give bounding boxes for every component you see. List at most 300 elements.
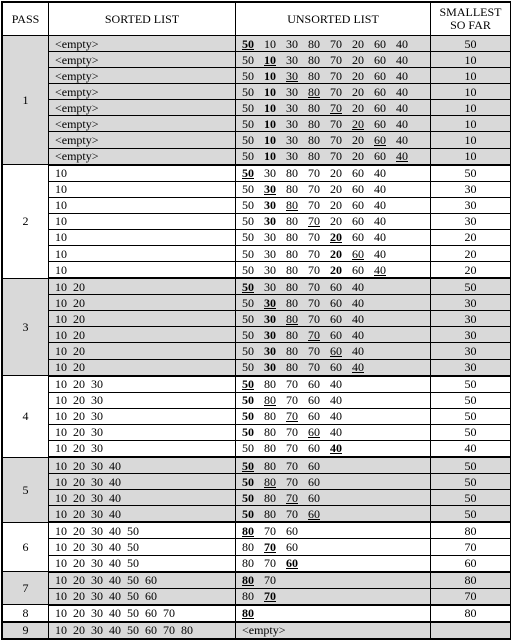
smallest-so-far-cell: 50 xyxy=(431,278,511,295)
unsorted-value: 40 xyxy=(396,100,408,115)
smallest-so-far-cell: 20 xyxy=(431,262,511,279)
header-pass: PASS xyxy=(3,3,49,36)
unsorted-value: 40 xyxy=(396,149,408,164)
unsorted-value: 50 xyxy=(242,393,254,408)
table-row xyxy=(3,622,511,639)
unsorted-value: 70 xyxy=(264,523,276,538)
unsorted-value: 60 xyxy=(330,279,342,294)
unsorted-value: 60 xyxy=(286,556,298,571)
unsorted-value: 60 xyxy=(374,52,386,67)
smallest-so-far-cell: 50 xyxy=(431,376,511,393)
unsorted-value: 50 xyxy=(242,409,254,424)
table-row xyxy=(3,100,511,116)
unsorted-value: 30 xyxy=(286,52,298,67)
unsorted-value: 80 xyxy=(264,393,276,408)
sorted-list-cell: 10 20 30 40 50 60 xyxy=(49,572,236,589)
unsorted-value: 80 xyxy=(286,327,298,342)
unsorted-value: 70 xyxy=(286,441,298,456)
unsorted-value: 50 xyxy=(242,230,254,245)
unsorted-value: 70 xyxy=(330,36,342,51)
pass-number: 5 xyxy=(3,457,49,522)
unsorted-value: 50 xyxy=(242,458,254,473)
unsorted-value: 60 xyxy=(374,84,386,99)
unsorted-value: 30 xyxy=(264,262,276,277)
sorted-list-cell: 10 20 30 40 50 60 70 80 xyxy=(49,622,236,639)
unsorted-list-cell xyxy=(236,490,431,506)
unsorted-value: 40 xyxy=(396,84,408,99)
table-row xyxy=(3,359,511,376)
unsorted-value: 70 xyxy=(286,425,298,440)
header-smallest-so-far: SMALLEST SO FAR xyxy=(431,3,511,36)
pass-number: 6 xyxy=(3,522,49,571)
unsorted-value: 80 xyxy=(286,198,298,213)
unsorted-value: 10 xyxy=(264,149,276,164)
unsorted-value: 20 xyxy=(352,36,364,51)
unsorted-value: 60 xyxy=(308,474,320,489)
unsorted-value: 60 xyxy=(330,295,342,310)
unsorted-value: 50 xyxy=(242,116,254,131)
unsorted-value: 30 xyxy=(264,327,276,342)
sorted-list-cell: 10 20 30 40 xyxy=(49,457,236,474)
unsorted-value: 60 xyxy=(352,214,364,229)
unsorted-value: 50 xyxy=(242,166,254,181)
unsorted-value: 40 xyxy=(352,360,364,375)
unsorted-value: 60 xyxy=(374,116,386,131)
unsorted-list-cell xyxy=(236,343,431,359)
unsorted-value: 80 xyxy=(286,246,298,261)
table-row xyxy=(3,68,511,84)
table-body xyxy=(3,36,511,639)
header-sorted-list: SORTED LIST xyxy=(49,3,236,36)
table-row xyxy=(3,148,511,165)
unsorted-list-cell xyxy=(236,262,431,279)
table-row xyxy=(3,116,511,132)
unsorted-value: 70 xyxy=(330,100,342,115)
table-row xyxy=(3,84,511,100)
unsorted-value: 10 xyxy=(264,116,276,131)
sorted-list-cell: 10 20 30 40 50 xyxy=(49,539,236,555)
unsorted-value: 40 xyxy=(396,116,408,131)
unsorted-value: 40 xyxy=(396,36,408,51)
unsorted-value: 80 xyxy=(264,490,276,505)
table-row xyxy=(3,246,511,262)
unsorted-value: 60 xyxy=(374,100,386,115)
sorted-list-cell: <empty> xyxy=(49,52,236,68)
unsorted-list-cell xyxy=(236,116,431,132)
unsorted-value: 20 xyxy=(330,246,342,261)
unsorted-value: 50 xyxy=(242,246,254,261)
unsorted-value: 80 xyxy=(308,36,320,51)
table-row xyxy=(3,588,511,605)
unsorted-value: 60 xyxy=(308,377,320,392)
table-row xyxy=(3,311,511,327)
unsorted-value: 70 xyxy=(330,149,342,164)
unsorted-list-cell xyxy=(236,392,431,408)
unsorted-value: 70 xyxy=(264,539,276,554)
table-row xyxy=(3,327,511,343)
smallest-so-far-cell xyxy=(431,622,511,639)
unsorted-value: 50 xyxy=(242,149,254,164)
unsorted-list-cell xyxy=(236,457,431,474)
unsorted-value: 50 xyxy=(242,52,254,67)
unsorted-value: 80 xyxy=(308,52,320,67)
unsorted-value: 60 xyxy=(308,458,320,473)
pass-number: 8 xyxy=(3,605,49,622)
unsorted-list-cell: <empty> xyxy=(236,622,431,639)
unsorted-value: 80 xyxy=(286,344,298,359)
sorted-list-cell: 10 20 xyxy=(49,278,236,295)
unsorted-value: 40 xyxy=(396,52,408,67)
sorted-list-cell: <empty> xyxy=(49,84,236,100)
smallest-so-far-cell: 80 xyxy=(431,522,511,539)
table-row xyxy=(3,605,511,622)
unsorted-list-cell xyxy=(236,278,431,295)
unsorted-value: 30 xyxy=(264,198,276,213)
unsorted-list-cell xyxy=(236,197,431,213)
unsorted-value: 70 xyxy=(330,52,342,67)
table-row xyxy=(3,295,511,311)
smallest-so-far-cell: 50 xyxy=(431,408,511,424)
sorted-list-cell: 10 20 30 40 xyxy=(49,490,236,506)
unsorted-value: 80 xyxy=(286,311,298,326)
unsorted-value: 60 xyxy=(374,68,386,83)
unsorted-value: 70 xyxy=(308,166,320,181)
table-row xyxy=(3,36,511,52)
unsorted-value: 50 xyxy=(242,36,254,51)
unsorted-value: 30 xyxy=(264,344,276,359)
unsorted-value: 60 xyxy=(352,246,364,261)
unsorted-value: 70 xyxy=(286,506,298,521)
unsorted-value: 60 xyxy=(308,409,320,424)
unsorted-value: 50 xyxy=(242,100,254,115)
unsorted-value: 30 xyxy=(264,295,276,310)
unsorted-value: 70 xyxy=(308,230,320,245)
unsorted-value: 20 xyxy=(352,52,364,67)
table-row xyxy=(3,52,511,68)
unsorted-list-cell xyxy=(236,539,431,555)
table-row xyxy=(3,376,511,393)
smallest-so-far-cell: 30 xyxy=(431,295,511,311)
unsorted-value: 40 xyxy=(396,133,408,147)
unsorted-value: 50 xyxy=(242,68,254,83)
smallest-so-far-cell: 30 xyxy=(431,181,511,197)
unsorted-list-cell xyxy=(236,588,431,605)
unsorted-value: 50 xyxy=(242,133,254,147)
unsorted-value: 50 xyxy=(242,360,254,375)
table-row xyxy=(3,343,511,359)
unsorted-value: 70 xyxy=(308,246,320,261)
pass-number: 7 xyxy=(3,572,49,605)
unsorted-value: 80 xyxy=(264,474,276,489)
unsorted-value: 10 xyxy=(264,100,276,115)
unsorted-value: 70 xyxy=(308,344,320,359)
unsorted-value: 50 xyxy=(242,214,254,229)
table-row xyxy=(3,424,511,440)
sorted-list-cell: <empty> xyxy=(49,132,236,148)
unsorted-value: 60 xyxy=(374,133,386,147)
unsorted-value: 20 xyxy=(330,198,342,213)
unsorted-value: 20 xyxy=(352,84,364,99)
unsorted-value: 20 xyxy=(330,166,342,181)
smallest-so-far-cell: 10 xyxy=(431,116,511,132)
unsorted-value: 10 xyxy=(264,52,276,67)
unsorted-value: 40 xyxy=(352,344,364,359)
unsorted-value: 80 xyxy=(286,214,298,229)
unsorted-value: 70 xyxy=(330,133,342,147)
unsorted-value: 20 xyxy=(352,68,364,83)
unsorted-value: 80 xyxy=(308,133,320,147)
unsorted-value: 70 xyxy=(308,279,320,294)
unsorted-value: 60 xyxy=(374,36,386,51)
unsorted-value: 10 xyxy=(264,36,276,51)
unsorted-value: 50 xyxy=(242,198,254,213)
unsorted-value: 80 xyxy=(242,556,254,571)
unsorted-value: 30 xyxy=(286,116,298,131)
unsorted-value: 70 xyxy=(286,393,298,408)
unsorted-list-cell xyxy=(236,148,431,165)
smallest-so-far-cell: 10 xyxy=(431,148,511,165)
unsorted-value: 70 xyxy=(308,327,320,342)
unsorted-value: 60 xyxy=(352,262,364,277)
unsorted-list-cell xyxy=(236,572,431,589)
unsorted-value: 80 xyxy=(308,116,320,131)
unsorted-value: 40 xyxy=(352,295,364,310)
smallest-so-far-cell: 70 xyxy=(431,588,511,605)
unsorted-value: 40 xyxy=(374,262,386,277)
sorted-list-cell: 10 xyxy=(49,181,236,197)
sorted-list-cell: 10 20 30 xyxy=(49,424,236,440)
smallest-so-far-cell: 30 xyxy=(431,327,511,343)
unsorted-list-cell xyxy=(236,84,431,100)
unsorted-value: 20 xyxy=(352,133,364,147)
unsorted-list-cell xyxy=(236,213,431,229)
sorted-list-cell: <empty> xyxy=(49,148,236,165)
unsorted-value: 70 xyxy=(330,116,342,131)
table-row xyxy=(3,181,511,197)
smallest-so-far-cell: 30 xyxy=(431,359,511,376)
unsorted-value: 80 xyxy=(264,425,276,440)
unsorted-value: 30 xyxy=(286,36,298,51)
unsorted-value: 30 xyxy=(286,149,298,164)
unsorted-value: 40 xyxy=(352,311,364,326)
unsorted-list-cell xyxy=(236,408,431,424)
selection-sort-table xyxy=(2,2,511,640)
sorted-list-cell: 10 20 xyxy=(49,343,236,359)
unsorted-value: 70 xyxy=(330,84,342,99)
unsorted-value: 50 xyxy=(242,84,254,99)
unsorted-list-cell xyxy=(236,311,431,327)
unsorted-value: 60 xyxy=(374,149,386,164)
unsorted-list-cell xyxy=(236,165,431,182)
unsorted-value: 70 xyxy=(264,589,276,604)
unsorted-value: 80 xyxy=(308,149,320,164)
unsorted-value: 50 xyxy=(242,344,254,359)
smallest-so-far-cell: 20 xyxy=(431,229,511,245)
unsorted-value: 70 xyxy=(264,556,276,571)
unsorted-value: 80 xyxy=(264,506,276,521)
sorted-list-cell: 10 20 30 xyxy=(49,440,236,457)
smallest-so-far-cell: 50 xyxy=(431,457,511,474)
unsorted-value: 70 xyxy=(308,311,320,326)
unsorted-value: 30 xyxy=(286,100,298,115)
unsorted-value: 60 xyxy=(352,182,364,197)
table-row xyxy=(3,132,511,148)
unsorted-value: 80 xyxy=(286,166,298,181)
unsorted-value: 30 xyxy=(264,230,276,245)
unsorted-value: 80 xyxy=(242,589,254,604)
smallest-so-far-cell: 10 xyxy=(431,52,511,68)
selection-sort-table-frame xyxy=(1,1,511,640)
unsorted-value: 80 xyxy=(286,360,298,375)
table-row xyxy=(3,408,511,424)
sorted-list-cell: <empty> xyxy=(49,36,236,52)
unsorted-value: 20 xyxy=(352,116,364,131)
table-row xyxy=(3,522,511,539)
pass-number: 4 xyxy=(3,376,49,457)
unsorted-list-cell xyxy=(236,327,431,343)
sorted-list-cell: 10 20 30 40 xyxy=(49,474,236,490)
sorted-list-cell: <empty> xyxy=(49,116,236,132)
unsorted-value: 80 xyxy=(264,409,276,424)
sorted-list-cell: 10 xyxy=(49,165,236,182)
unsorted-value: 80 xyxy=(242,523,254,538)
unsorted-value: 80 xyxy=(286,295,298,310)
unsorted-value: 40 xyxy=(374,214,386,229)
unsorted-value: 70 xyxy=(286,409,298,424)
table-row xyxy=(3,213,511,229)
unsorted-value: 70 xyxy=(308,182,320,197)
unsorted-value: 60 xyxy=(330,344,342,359)
unsorted-value: 70 xyxy=(286,474,298,489)
unsorted-value: 60 xyxy=(352,198,364,213)
pass-number: 1 xyxy=(3,36,49,165)
unsorted-value: 50 xyxy=(242,295,254,310)
unsorted-list-cell xyxy=(236,555,431,572)
smallest-so-far-cell: 40 xyxy=(431,440,511,457)
smallest-so-far-cell: 20 xyxy=(431,246,511,262)
sorted-list-cell: 10 xyxy=(49,229,236,245)
table-row xyxy=(3,555,511,572)
unsorted-value: 60 xyxy=(286,539,298,554)
unsorted-value: 70 xyxy=(308,198,320,213)
sorted-list-cell: 10 xyxy=(49,213,236,229)
unsorted-value: 70 xyxy=(286,490,298,505)
unsorted-value: 70 xyxy=(286,458,298,473)
unsorted-value: 50 xyxy=(242,182,254,197)
unsorted-value: 70 xyxy=(308,214,320,229)
smallest-so-far-cell: 30 xyxy=(431,213,511,229)
sorted-list-cell: <empty> xyxy=(49,68,236,84)
sorted-list-cell: 10 20 30 40 50 xyxy=(49,555,236,572)
unsorted-value: 60 xyxy=(308,441,320,456)
unsorted-list-cell xyxy=(236,246,431,262)
unsorted-value: 40 xyxy=(330,425,342,440)
unsorted-value: 70 xyxy=(264,573,276,588)
smallest-so-far-cell: 70 xyxy=(431,539,511,555)
sorted-list-cell: 10 20 xyxy=(49,359,236,376)
smallest-so-far-cell: 30 xyxy=(431,197,511,213)
unsorted-value: 30 xyxy=(264,182,276,197)
unsorted-value: 40 xyxy=(374,230,386,245)
header-unsorted-list: UNSORTED LIST xyxy=(236,3,431,36)
unsorted-list-cell xyxy=(236,52,431,68)
unsorted-value: 20 xyxy=(330,262,342,277)
unsorted-value: 60 xyxy=(286,523,298,538)
smallest-so-far-cell: 30 xyxy=(431,343,511,359)
unsorted-list-cell xyxy=(236,474,431,490)
table-row xyxy=(3,572,511,589)
table-row xyxy=(3,229,511,245)
unsorted-value: 80 xyxy=(308,84,320,99)
unsorted-list-cell xyxy=(236,36,431,52)
unsorted-value: 10 xyxy=(264,84,276,99)
unsorted-value: 80 xyxy=(286,230,298,245)
unsorted-value: 60 xyxy=(308,425,320,440)
smallest-so-far-cell: 50 xyxy=(431,36,511,52)
table-row xyxy=(3,197,511,213)
unsorted-value: 30 xyxy=(264,360,276,375)
unsorted-value: 50 xyxy=(242,425,254,440)
unsorted-value: 40 xyxy=(396,68,408,83)
unsorted-value: 40 xyxy=(352,327,364,342)
unsorted-value: 30 xyxy=(264,214,276,229)
unsorted-value: 80 xyxy=(264,441,276,456)
unsorted-list-cell xyxy=(236,181,431,197)
unsorted-value: 60 xyxy=(308,490,320,505)
unsorted-list-cell xyxy=(236,295,431,311)
sorted-list-cell: 10 xyxy=(49,197,236,213)
unsorted-value: 70 xyxy=(308,295,320,310)
unsorted-value: 20 xyxy=(330,230,342,245)
unsorted-value: 30 xyxy=(264,166,276,181)
unsorted-value: 40 xyxy=(374,182,386,197)
unsorted-value: 50 xyxy=(242,490,254,505)
table-row xyxy=(3,440,511,457)
smallest-so-far-cell: 50 xyxy=(431,392,511,408)
unsorted-list-cell xyxy=(236,522,431,539)
sorted-list-cell: 10 20 30 xyxy=(49,408,236,424)
unsorted-value: 40 xyxy=(330,409,342,424)
unsorted-value: 80 xyxy=(242,539,254,554)
unsorted-list-cell xyxy=(236,440,431,457)
smallest-so-far-cell: 10 xyxy=(431,100,511,116)
header-row xyxy=(3,3,511,36)
sorted-list-cell: 10 20 30 40 50 xyxy=(49,522,236,539)
unsorted-value: 40 xyxy=(374,198,386,213)
sorted-list-cell: 10 20 30 xyxy=(49,376,236,393)
table-row xyxy=(3,278,511,295)
table-row xyxy=(3,506,511,523)
unsorted-list-cell xyxy=(236,359,431,376)
unsorted-value: 50 xyxy=(242,262,254,277)
unsorted-value: 60 xyxy=(330,327,342,342)
sorted-list-cell: 10 20 xyxy=(49,295,236,311)
smallest-so-far-cell: 80 xyxy=(431,572,511,589)
unsorted-value: 80 xyxy=(286,279,298,294)
unsorted-value: 60 xyxy=(308,506,320,521)
smallest-so-far-cell: 30 xyxy=(431,311,511,327)
pass-number: 9 xyxy=(3,622,49,639)
unsorted-value: 50 xyxy=(242,441,254,456)
unsorted-value: 80 xyxy=(242,606,254,621)
unsorted-value: 30 xyxy=(286,84,298,99)
unsorted-value: 20 xyxy=(352,149,364,164)
sorted-list-cell: 10 20 30 xyxy=(49,392,236,408)
unsorted-list-cell xyxy=(236,506,431,523)
pass-number: 2 xyxy=(3,165,49,279)
unsorted-list-cell xyxy=(236,605,431,622)
smallest-so-far-cell: 60 xyxy=(431,555,511,572)
